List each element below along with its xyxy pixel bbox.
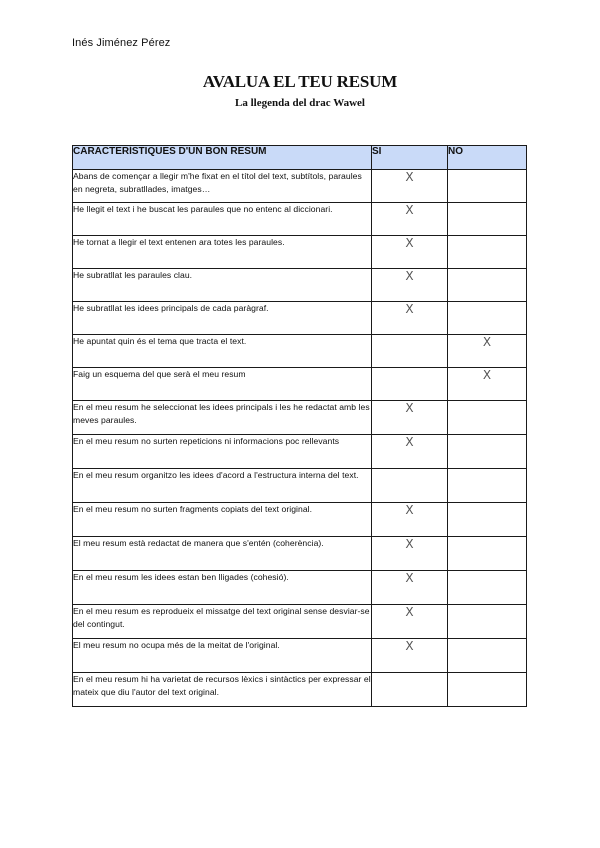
table-row: [73, 503, 527, 537]
si-cell: X: [372, 302, 448, 335]
table-row: [73, 368, 527, 401]
table-header-row: [73, 146, 527, 170]
si-cell: X: [372, 170, 448, 203]
row-text: En el meu resum hi ha varietat de recursos lèxics i sintàctics per expressar el mateix que diu l'autor del text original.: [73, 673, 372, 707]
no-cell: [448, 605, 527, 639]
no-cell: [448, 537, 527, 571]
table-row: [73, 170, 527, 203]
table-row: [73, 302, 527, 335]
table-row: [73, 469, 527, 503]
row-text: En el meu resum no surten repeticions ni informacions poc rellevants: [73, 435, 372, 469]
no-cell: [448, 503, 527, 537]
no-cell: [448, 302, 527, 335]
table-row: [73, 435, 527, 469]
table-row: [73, 673, 527, 707]
row-text: Faig un esquema del que serà el meu resum: [73, 368, 372, 401]
header-no: NO: [448, 146, 527, 170]
no-cell: [448, 469, 527, 503]
no-cell: [448, 401, 527, 435]
no-cell: [448, 435, 527, 469]
header-characteristics: CARACTERÍSTIQUES D'UN BON RESUM: [73, 146, 372, 170]
si-cell: X: [372, 435, 448, 469]
no-cell: [448, 571, 527, 605]
row-text: El meu resum no ocupa més de la meitat de l'original.: [73, 639, 372, 673]
si-cell: X: [372, 269, 448, 302]
si-cell: [372, 368, 448, 401]
no-cell: X: [448, 368, 527, 401]
no-cell: X: [448, 335, 527, 368]
si-cell: X: [372, 236, 448, 269]
si-cell: [372, 673, 448, 707]
header-si: SI: [372, 146, 448, 170]
si-cell: X: [372, 571, 448, 605]
page-subtitle: La llegenda del drac Wawel: [235, 97, 365, 109]
checklist-table: [72, 145, 527, 707]
si-cell: [372, 335, 448, 368]
table-row: [73, 236, 527, 269]
row-text: En el meu resum les idees estan ben lligades (cohesió).: [73, 571, 372, 605]
row-text: En el meu resum no surten fragments copiats del text original.: [73, 503, 372, 537]
author-name: Inés Jiménez Pérez: [72, 37, 171, 49]
table-row: [73, 639, 527, 673]
page-title: AVALUA EL TEU RESUM: [202, 72, 398, 91]
si-cell: X: [372, 203, 448, 236]
table-row: [73, 537, 527, 571]
row-text: En el meu resum organitzo les idees d'acord a l'estructura interna del text.: [73, 469, 372, 503]
table-row: [73, 269, 527, 302]
row-text: En el meu resum he seleccionat les idees principals i les he redactat amb les meves paraules.: [73, 401, 372, 435]
table-row: [73, 335, 527, 368]
si-cell: [372, 469, 448, 503]
row-text: El meu resum està redactat de manera que s'entén (coherència).: [73, 537, 372, 571]
si-cell: X: [372, 639, 448, 673]
row-text: En el meu resum es reprodueix el missatge del text original sense desviar-se del contingut.: [73, 605, 372, 639]
row-text: He llegit el text i he buscat les paraules que no entenc al diccionari.: [73, 203, 372, 236]
table-row: [73, 571, 527, 605]
row-text: He tornat a llegir el text entenen ara totes les paraules.: [73, 236, 372, 269]
row-text: Abans de començar a llegir m'he fixat en el títol del text, subtítols, paraules en negreta, subratllades, imatges…: [73, 170, 372, 203]
no-cell: [448, 236, 527, 269]
no-cell: [448, 673, 527, 707]
no-cell: [448, 639, 527, 673]
si-cell: X: [372, 537, 448, 571]
si-cell: X: [372, 503, 448, 537]
no-cell: [448, 170, 527, 203]
si-cell: X: [372, 401, 448, 435]
row-text: He subratllat les idees principals de cada paràgraf.: [73, 302, 372, 335]
si-cell: X: [372, 605, 448, 639]
table-row: [73, 605, 527, 639]
no-cell: [448, 203, 527, 236]
no-cell: [448, 269, 527, 302]
row-text: He subratllat les paraules clau.: [73, 269, 372, 302]
table-row: [73, 401, 527, 435]
table-row: [73, 203, 527, 236]
row-text: He apuntat quin és el tema que tracta el text.: [73, 335, 372, 368]
